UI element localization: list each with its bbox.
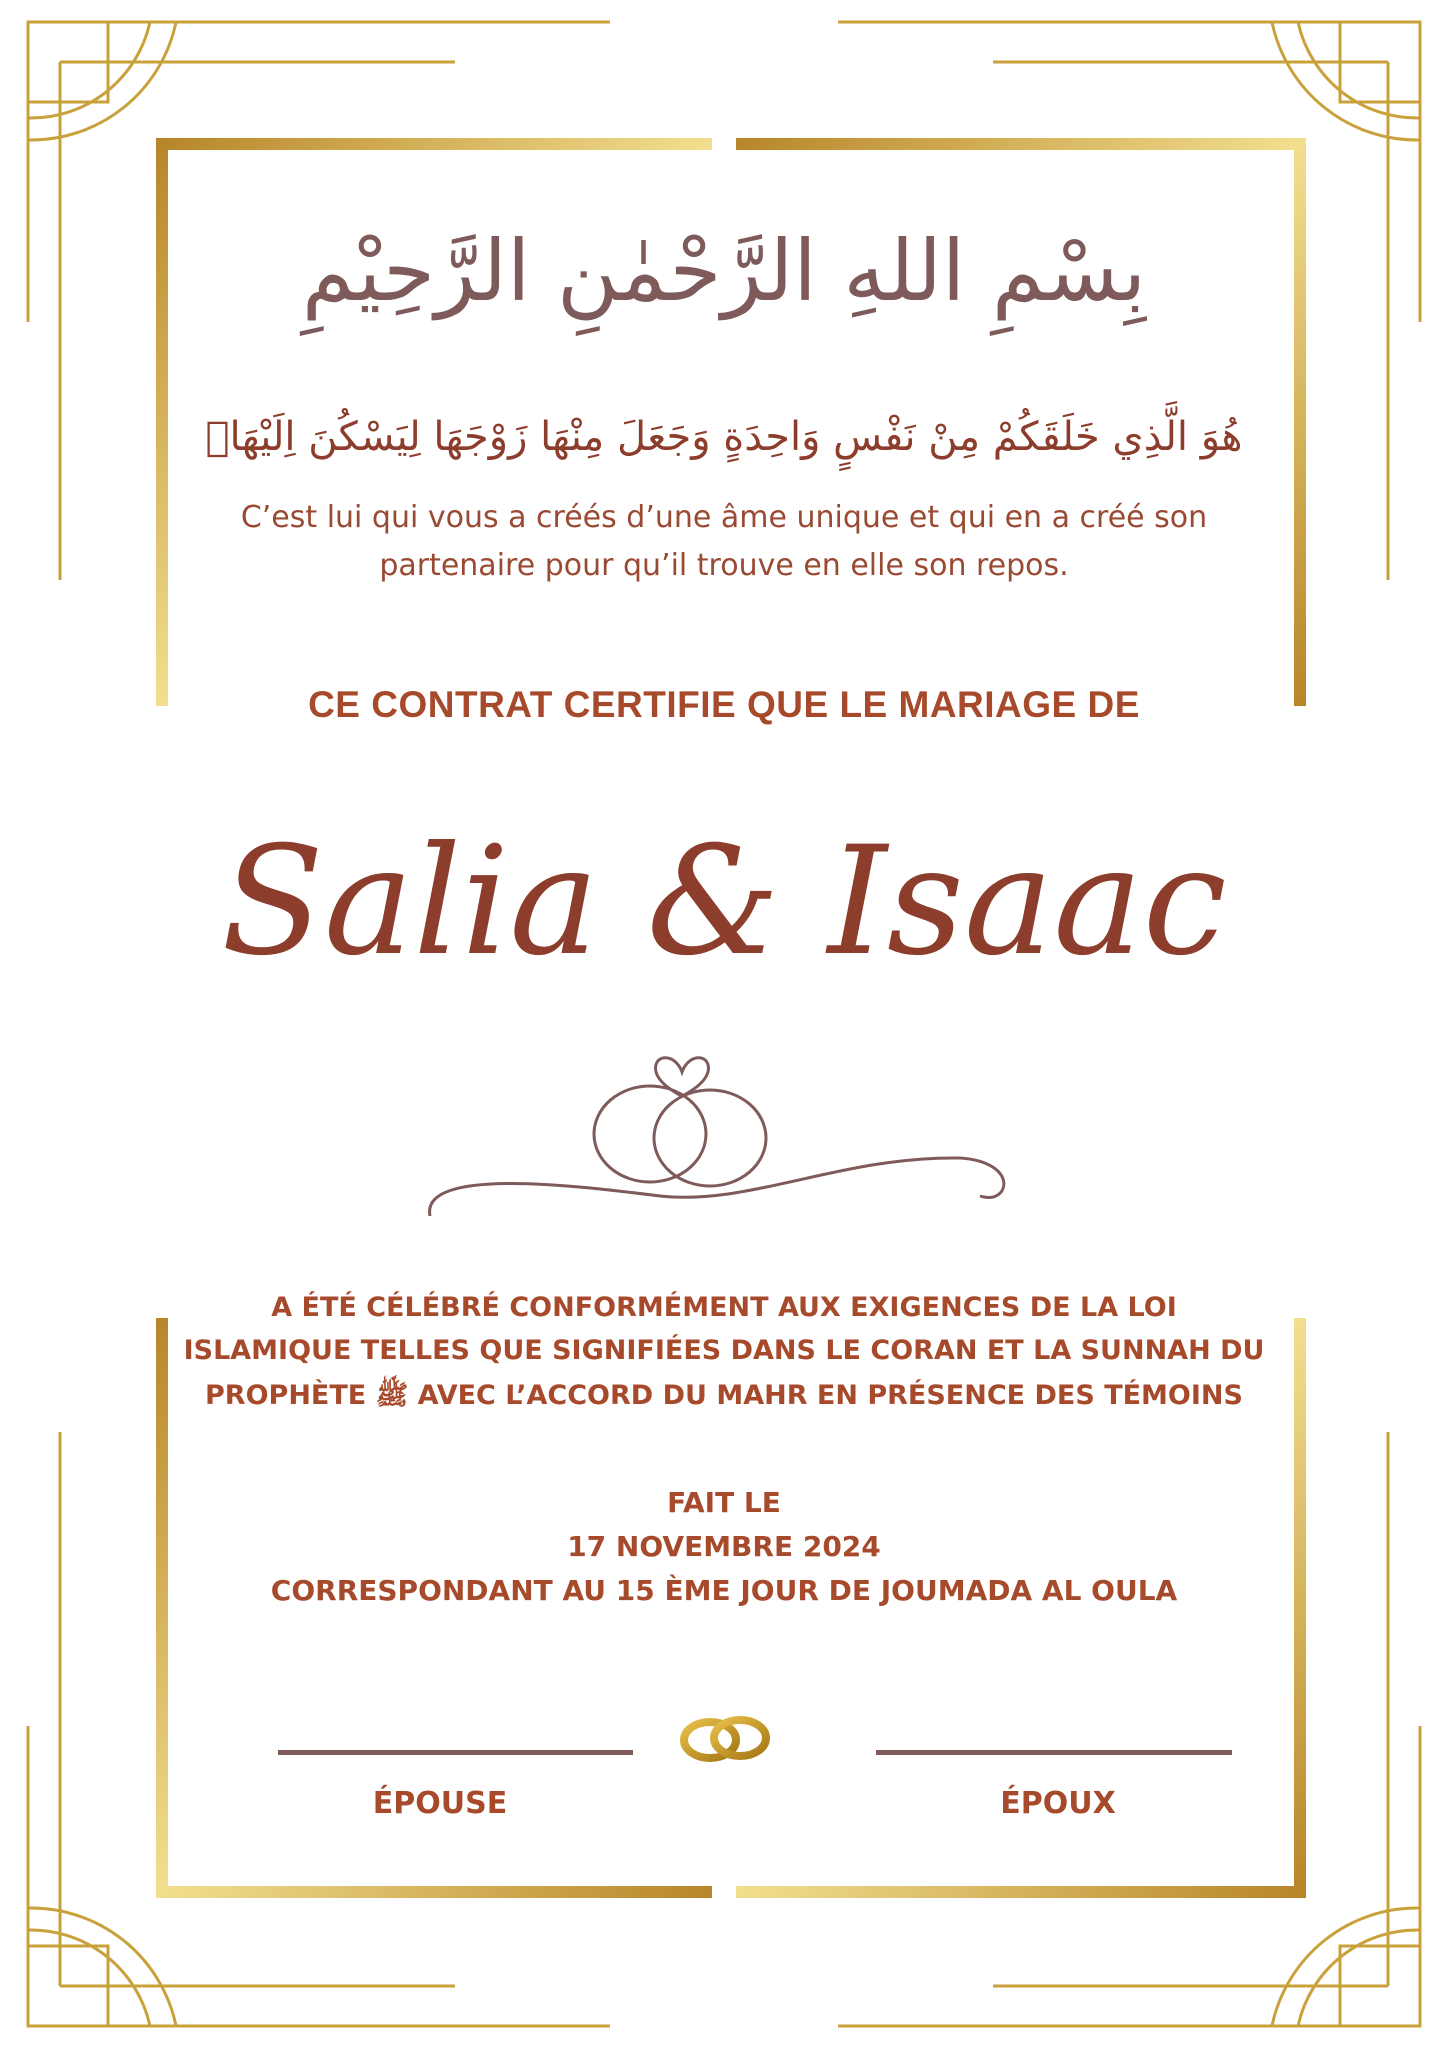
bride-label: ÉPOUSE [372,1786,508,1821]
groom-label: ÉPOUX [1000,1786,1116,1821]
clause-line-3: PROPHÈTE ﷺ AVEC L’ACCORD DU MAHR EN PRÉSENCE DES TÉMOINS [205,1380,1243,1411]
groom-signature-line[interactable] [876,1750,1232,1755]
bride-signature-line[interactable] [278,1750,633,1755]
hijri-date: CORRESPONDANT AU 15 ÈME JOUR DE JOUMADA AL OULA [270,1574,1178,1607]
certify-heading: CE CONTRAT CERTIFIE QUE LE MARIAGE DE [308,684,1140,725]
quran-verse-french-line2: partenaire pour qu’il trouve en elle son repos. [379,548,1069,583]
clause-line-2: ISLAMIQUE TELLES QUE SIGNIFIÉES DANS LE CORAN ET LA SUNNAH DU [183,1335,1265,1366]
date-label: FAIT LE [667,1486,781,1519]
quran-verse-arabic: هُوَ الَّذِي خَلَقَكُمْ مِنْ نَفْسٍ وَاحِدَةٍ وَجَعَلَ مِنْهَا زَوْجَهَا لِيَسْكُنَ اِلَيْهَاۚ [205,414,1243,460]
gregorian-date: 17 NOVEMBRE 2024 [567,1530,881,1563]
couple-names: Salia & Isaac [221,815,1227,989]
quran-verse-french-line1: C’est lui qui vous a créés d’une âme unique et qui en a créé son [240,500,1208,535]
intertwined-rings-heart-icon [420,1046,1020,1226]
gold-wedding-rings-icon [676,1708,776,1768]
bismillah-calligraphy: بِسْمِ اللهِ الرَّحْمٰنِ الرَّحِيْمِ [301,222,1147,320]
clause-line-1: A ÉTÉ CÉLÉBRÉ CONFORMÉMENT AUX EXIGENCES DE LA LOI [271,1292,1177,1323]
